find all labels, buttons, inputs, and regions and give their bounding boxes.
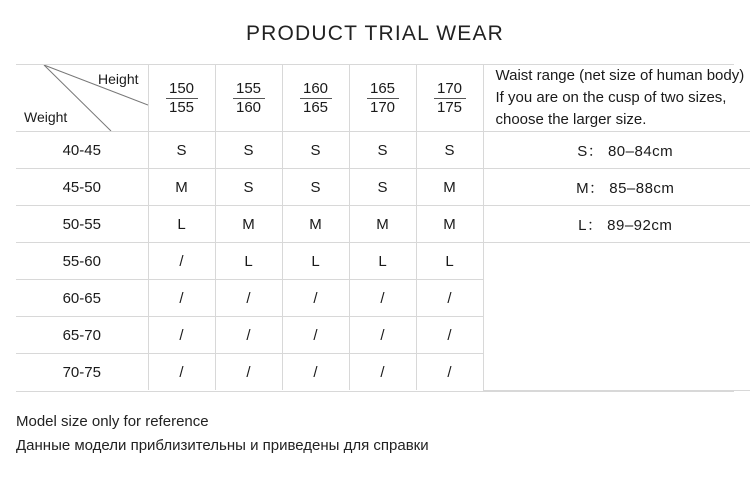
waist-note-cell — [483, 65, 750, 132]
size-cell: M — [148, 169, 215, 206]
height-column-header — [282, 65, 349, 132]
waist-range-m: M： 85–88cm — [483, 169, 750, 206]
size-cell: S — [215, 169, 282, 206]
waist-note-line-2: If you are on the cusp of two sizes, — [495, 89, 727, 107]
weight-range-cell: 40-45 — [16, 132, 148, 169]
height-column-header — [215, 65, 282, 132]
size-cell: / — [282, 317, 349, 354]
height-low: 160 — [302, 79, 329, 97]
table-header-row — [16, 65, 750, 132]
size-cell: L — [349, 243, 416, 280]
height-column-header — [349, 65, 416, 132]
weight-range-cell: 60-65 — [16, 280, 148, 317]
table-row — [16, 206, 750, 243]
size-cell: S — [349, 169, 416, 206]
size-table-container — [16, 64, 745, 392]
footer-note-ru: Данные модели приблизительны и приведены для справки — [16, 437, 429, 455]
height-high: 175 — [434, 98, 466, 116]
size-cell: / — [416, 354, 483, 391]
size-cell: S — [282, 169, 349, 206]
footer-notes — [16, 392, 734, 460]
waist-note-line-1: Waist range (net size of human body) — [495, 67, 745, 85]
size-cell: / — [148, 317, 215, 354]
size-cell: M — [416, 206, 483, 243]
height-low: 155 — [235, 79, 262, 97]
corner-header-cell — [16, 65, 148, 132]
table-row — [16, 169, 750, 206]
height-column-header — [416, 65, 483, 132]
size-cell: S — [148, 132, 215, 169]
size-cell: L — [215, 243, 282, 280]
waist-empty-cell — [483, 243, 750, 391]
height-low: 170 — [436, 79, 463, 97]
size-cell: S — [282, 132, 349, 169]
height-high: 160 — [233, 98, 265, 116]
height-high: 170 — [367, 98, 399, 116]
size-cell: / — [416, 317, 483, 354]
size-cell: / — [215, 280, 282, 317]
height-column-header — [148, 65, 215, 132]
size-cell: / — [282, 354, 349, 391]
size-cell: / — [416, 280, 483, 317]
size-cell: M — [416, 169, 483, 206]
height-low: 150 — [168, 79, 195, 97]
size-cell: M — [349, 206, 416, 243]
height-low: 165 — [369, 79, 396, 97]
height-high: 155 — [166, 98, 198, 116]
size-cell: / — [148, 354, 215, 391]
size-cell: / — [215, 354, 282, 391]
table-row — [16, 243, 750, 280]
weight-range-cell: 55-60 — [16, 243, 148, 280]
size-cell: L — [148, 206, 215, 243]
size-cell: / — [282, 280, 349, 317]
size-cell: S — [349, 132, 416, 169]
waist-note-line-3: choose the larger size. — [495, 110, 647, 128]
size-cell: / — [349, 280, 416, 317]
size-cell: / — [349, 317, 416, 354]
corner-diagonal-wrap — [16, 65, 148, 131]
weight-range-cell: 50-55 — [16, 206, 148, 243]
size-cell: / — [148, 243, 215, 280]
size-cell: S — [215, 132, 282, 169]
weight-range-cell: 45-50 — [16, 169, 148, 206]
waist-range-l: L： 89–92cm — [483, 206, 750, 243]
size-cell: / — [148, 280, 215, 317]
page-title: PRODUCT TRIAL WEAR — [245, 22, 505, 45]
weight-range-cell: 65-70 — [16, 317, 148, 354]
size-cell: M — [282, 206, 349, 243]
size-cell: / — [349, 354, 416, 391]
size-table — [16, 65, 750, 391]
size-cell: S — [416, 132, 483, 169]
size-cell: L — [282, 243, 349, 280]
table-row — [16, 132, 750, 169]
weight-range-cell: 70-75 — [16, 354, 148, 391]
size-cell: / — [215, 317, 282, 354]
height-axis-label: Height — [98, 71, 139, 87]
waist-range-s: S： 80–84cm — [483, 132, 750, 169]
height-high: 165 — [300, 98, 332, 116]
size-cell: L — [416, 243, 483, 280]
weight-axis-label: Weight — [24, 109, 68, 125]
footer-note-en: Model size only for reference — [16, 412, 209, 430]
size-cell: M — [215, 206, 282, 243]
